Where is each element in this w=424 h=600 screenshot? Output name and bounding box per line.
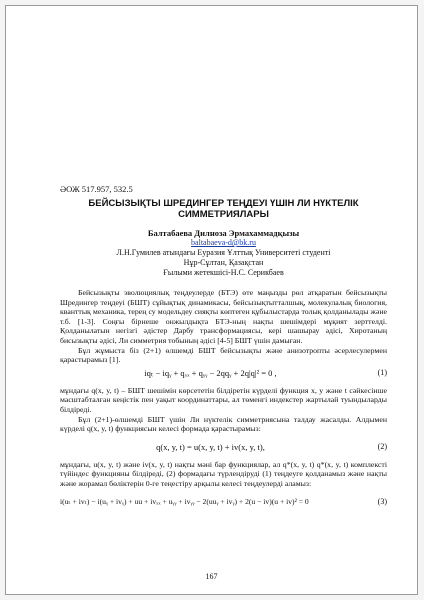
paragraph-definitions: мұндағы q(x, y, t) – БШТ шешімін көрсететін білдіретін күрделі функция x, y және t сәйкесінше масштабталған кеңістік пен уақыт координаттары, ал төменгі индекстер жартылай туындыларды білдіреді.: [60, 385, 387, 414]
author-name: Балтабаева Дилноза Эрмахаммадқызы: [147, 228, 300, 238]
paper-title: [60, 198, 387, 220]
title-line-2: СИММЕТРИЯЛАРЫ: [178, 209, 269, 220]
equation-2: [60, 439, 387, 455]
affiliation-supervisor: Ғылыми жетекшісі-Н.С. Серикбаев: [163, 268, 284, 277]
affiliation-city: Нұр-Сұлтан, Қазақстан: [183, 258, 264, 267]
page-number: 167: [205, 572, 218, 581]
equation-3-formula: i(uₜ + ivₜ) − i(uᵧ + ivᵧ) + uu + ivₓₓ + uᵧᵧ + ivᵧᵧ − 2(uuᵧ + ivᵧ) + 2(u − iv)(u + iv)² = 0: [60, 496, 309, 506]
author-email-link[interactable]: baltabaeva-d@bk.ru: [191, 238, 256, 247]
paragraph-intro: Бейсызықты эволюциялық теңдеулерде (БТЭ) өте маңызды рөл атқаратын бейсызықты Шредингер теңдеуі (БШТ) сұйықтық динамикасы, бейсызықтытталшық, молекулалық биология, кванттық механика, терең су модельдеу сияқты көптеген құбылыстарда толық қолданылады және т.б. [1-3]. Соңғы бірнеше онжылдықта БТЭ-ның нақты шешімдері мұқият зерттелді. Қолданылатын негізгі әдістер Дарбу трансформациясы, кері шашырау әдісі, Хиротаның бисызықты әдісі, Ли симметрия тобының әдісі [4-5] БШТ үшін дамыған.: [60, 288, 387, 345]
paragraph-substitution: мұндағы, u(x, y, t) және iv(x, y, t) нақты мәні бар функциялар, ал q*(x, y, t) q*(x, y, t) комплексті түйіндес функцияны білдіреді, (2) формадағы түрлендіруді (1) теңдеуге қолданамыз және нақты және жорамал бөліктерін 0-ге теңестіру арқылы келесі теңдеулерді аламыз:: [60, 459, 387, 488]
paragraph-scope: Бұл жұмыста біз (2+1) өлшемді БШТ бейсызықты және анизотропты әсерлесулермен қарастырамыз [1].: [60, 345, 387, 365]
equation-1-formula: iqₜ − iqᵧ + qₓₓ + qᵧᵧ − 2qqᵧ + 2q|q|² = 0 ,: [144, 367, 277, 378]
affiliation-university: Л.Н.Гумилев атындағы Еуразия Ұлттық Университеті студенті: [116, 248, 331, 257]
page-content: [60, 184, 387, 510]
udk-code: ӘОЖ 517.957, 532.5: [60, 184, 133, 194]
equation-3: [60, 494, 387, 510]
paragraph-analysis: Бұл (2+1)-өлшемді БШТ үшін Ли нүктелік симметриясына талдау жасалды. Алдымен күрделі q(x, y, t) функциясын келесі формада қарастырамыз:: [60, 414, 387, 434]
equation-1: [60, 365, 387, 381]
equation-1-number: (1): [377, 367, 387, 377]
equation-3-number: (3): [377, 496, 387, 506]
title-line-1: БЕЙСЫЗЫҚТЫ ШРЕДИНГЕР ТЕҢДЕУІ ҮШІН ЛИ НҮКТЕЛІК: [88, 198, 359, 209]
equation-2-formula: q(x, y, t) = u(x, y, t) + iv(x, y, t),: [156, 441, 265, 452]
equation-2-number: (2): [377, 441, 387, 451]
document-page: [5, 5, 418, 595]
